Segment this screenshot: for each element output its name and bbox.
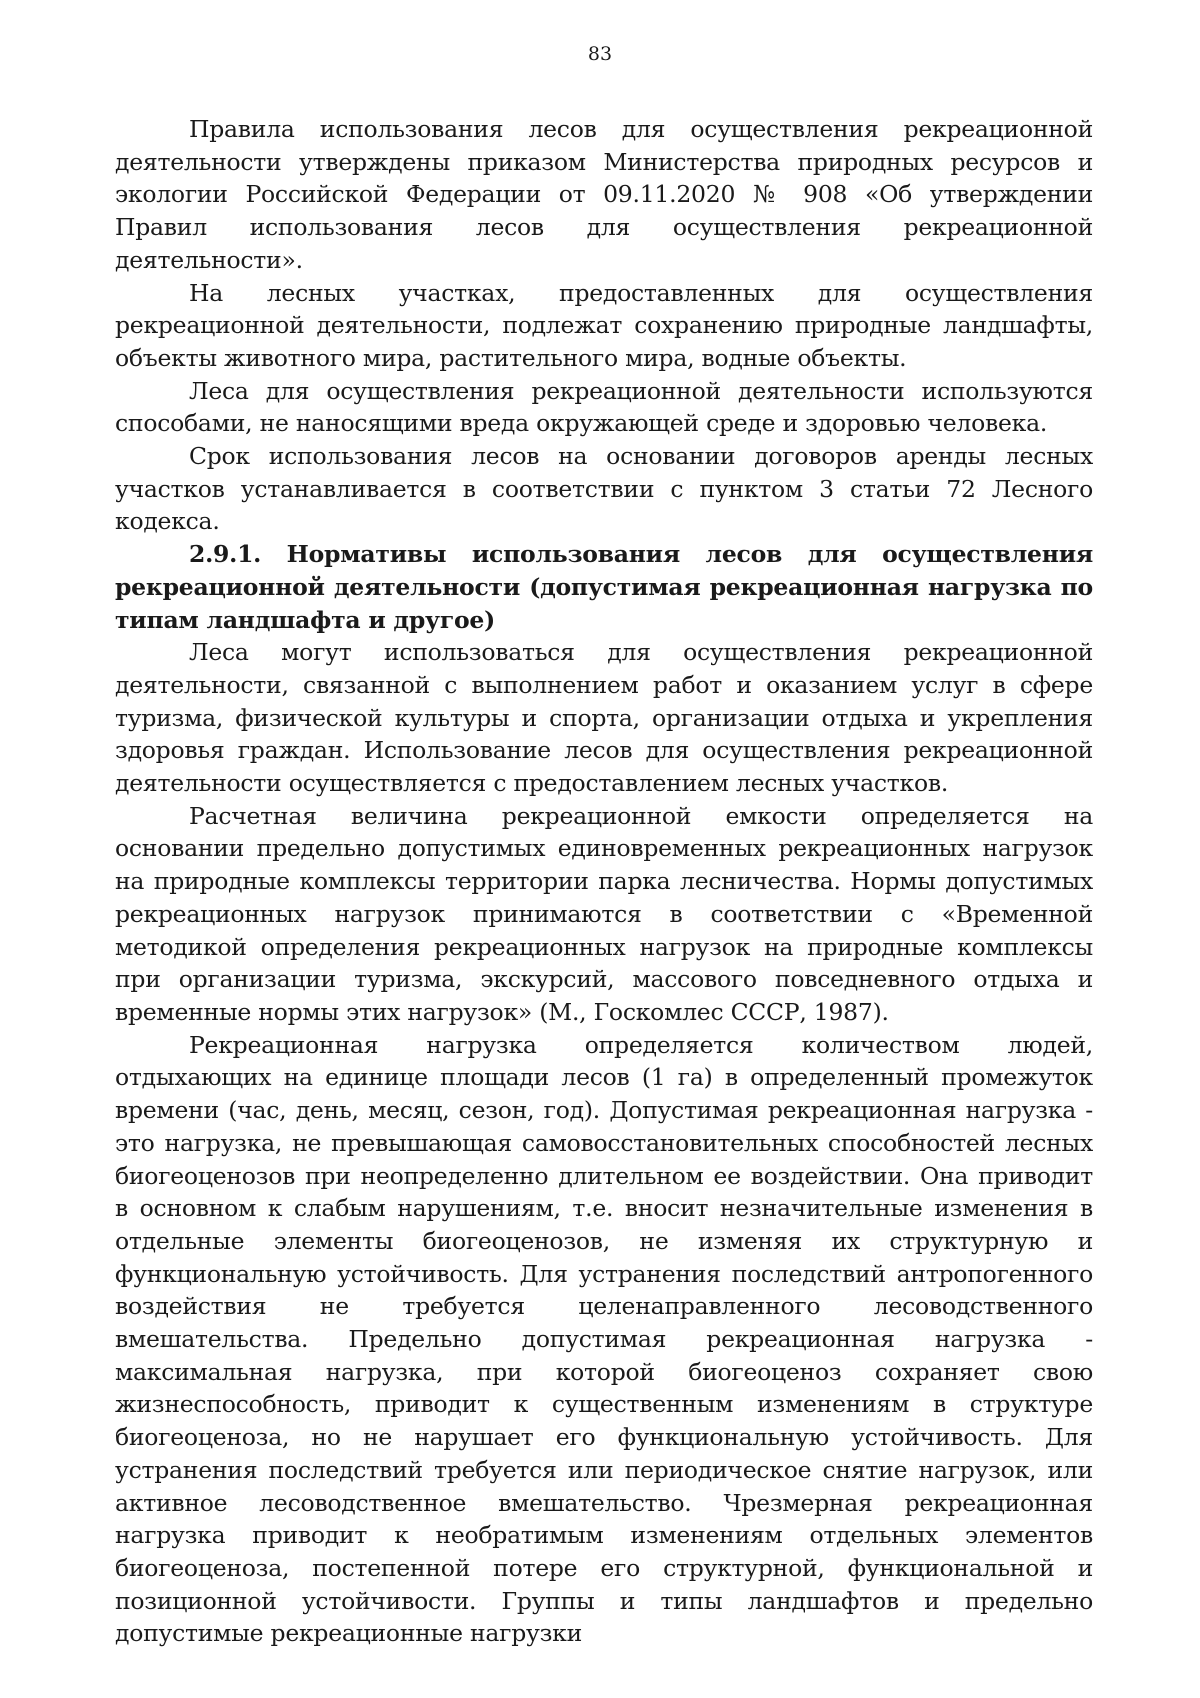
paragraph-recreational-load: Рекреационная нагрузка определяется количеством людей, отдыхающих на единице площади лесов (1 га) в определенный промежуток времени (час, день, месяц, сезон, год). Допустимая рекреационная нагрузка - это нагрузка, не превышающая самовосстановительных способностей лесных биогеоценозов при неопределенно длительном ее воздействии. Она приводит в основном к слабым нарушениям, т.е. вносит незначительные изменения в отдельные элементы биогеоценозов, не изменяя их структурную и функциональную устойчивость. Для устранения последствий антропогенного воздействия не требуется целенаправленного лесоводственного вмешательства. Предельно допустимая рекреационная нагрузка - максимальная нагрузка, при которой биогеоценоз сохраняет свою жизнеспособность, приводит к существенным изменениям в структуре биогеоценоза, но не нарушает его функциональную устойчивость. Для устранения последствий требуется или периодическое снятие нагрузок, или активное лесоводственное вмешательство. Чрезмерная рекреационная нагрузка приводит к необратимым изменениям отдельных элементов биогеоценоза, постепенной потере его структурной, функциональной и позиционной устойчивости. Группы и типы ландшафтов и предельно допустимые рекреационные нагрузки [115, 1030, 1093, 1648]
body-text [115, 113, 1093, 1650]
paragraph-preserved-objects: На лесных участках, предоставленных для осуществления рекреационной деятельности, подлежат сохранению природные ландшафты, объекты животного мира, растительного мира, водные объекты. [115, 278, 1093, 372]
paragraph-forest-use-rules: Правила использования лесов для осуществления рекреационной деятельности утверждены приказом Министерства природных ресурсов и экологии Российской Федерации от 09.11.2020 № 908 «Об утверждении Правил использования лесов для осуществления рекреационной деятельности». [115, 115, 1093, 274]
page-number: 83 [587, 43, 613, 65]
paragraph-lease-term: Срок использования лесов на основании договоров аренды лесных участков устанавливается в соответствии с пунктом 3 статьи 72 Лесного кодекса. [115, 442, 1093, 536]
paragraph-recreational-activity: Леса могут использоваться для осуществления рекреационной деятельности, связанной с выполнением работ и оказанием услуг в сфере туризма, физической культуры и спорта, организации отдыха и укрепления здоровья граждан. Использование лесов для осуществления рекреационной деятельности осуществляется с предоставлением лесных участков. [115, 638, 1093, 798]
paragraph-harmless-methods: Леса для осуществления рекреационной деятельности используются способами, не наносящими вреда окружающей среде и здоровью человека. [115, 376, 1093, 438]
section-heading: 2.9.1. Нормативы использования лесов для осуществления рекреационной деятельности (допустимая рекреационная нагрузка по типам ландшафта и другое) [115, 540, 1093, 634]
paragraph-recreational-capacity: Расчетная величина рекреационной емкости определяется на основании предельно допустимых единовременных рекреационных нагрузок на природные комплексы территории парка лесничества. Нормы допустимых рекреационных нагрузок принимаются в соответствии с «Временной методикой определения рекреационных нагрузок на природные комплексы при организации туризма, экскурсий, массового повседневного отдыха и временные нормы этих нагрузок» (М., Госкомлес СССР, 1987). [115, 801, 1093, 1026]
